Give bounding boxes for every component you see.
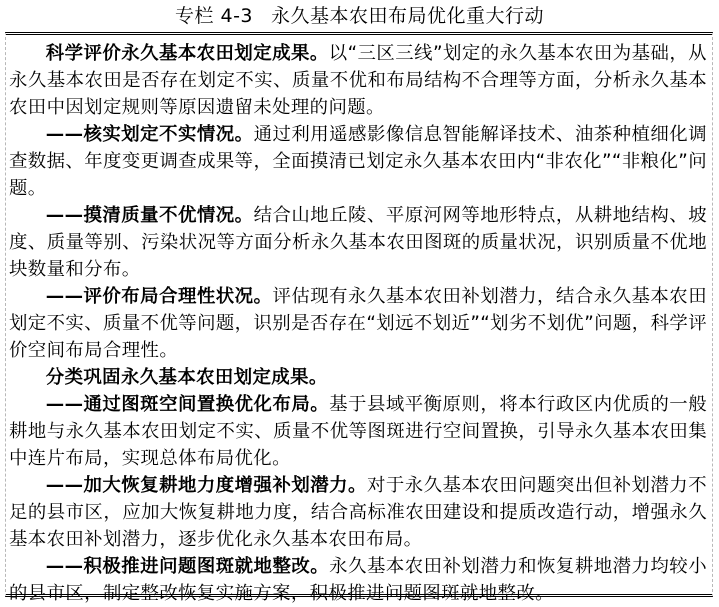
paragraph-body: 评估现有永久基本农田补划潜力，结合永久基本农田划定不实、质量不优等问题，识别是否存在“划远不划近”“划劣不划优”问题，科学评价空间布局合理性。 xyxy=(9,286,707,361)
paragraph-evaluate xyxy=(9,40,707,121)
paragraph-heading: 科学评价永久基本农田划定成果。 xyxy=(45,43,329,64)
paragraph-swap xyxy=(9,391,707,472)
paragraph-heading: ——积极推进问题图斑就地整改。 xyxy=(45,556,330,577)
paragraph-consolidate xyxy=(9,364,707,391)
paragraph-body: 结合山地丘陵、平原河网等地形特点，从耕地结构、坡度、质量等别、污染状况等方面分析永久基本农田图斑的质量状况，识别质量不优地块数量和分布。 xyxy=(9,205,707,280)
paragraph-restore xyxy=(9,472,707,553)
paragraph-heading: ——加大恢复耕地力度增强补划潜力。 xyxy=(45,475,367,496)
column-content xyxy=(9,40,707,607)
paragraph-body: 通过利用遥感影像信息智能解译技术、油茶种植细化调查数据、年度变更调查成果等，全面摸清已划定永久基本农田内“非农化”“非粮化”问题。 xyxy=(9,124,707,199)
paragraph-verify xyxy=(9,121,707,202)
paragraph-heading: ——摸清质量不优情况。 xyxy=(45,205,254,226)
column-heading: 永久基本农田布局优化重大行动 xyxy=(271,5,545,27)
column-number: 专栏 4-3 xyxy=(174,5,254,27)
paragraph-quality xyxy=(9,202,707,283)
paragraph-layout xyxy=(9,283,707,364)
paragraph-body: 永久基本农田补划潜力和恢复耕地潜力均较小的县市区，制定整改恢复实施方案，积极推进问题图斑就地整改。 xyxy=(9,556,707,604)
column-title xyxy=(0,4,719,28)
paragraph-body: 基于县域平衡原则，将本行政区内优质的一般耕地与永久基本农田划定不实、质量不优等图斑进行空间置换，引导永久基本农田集中连片布局，实现总体布局优化。 xyxy=(9,394,707,469)
column-box xyxy=(5,32,713,604)
paragraph-heading: 分类巩固永久基本农田划定成果。 xyxy=(45,367,328,388)
paragraph-body: 对于永久基本农田问题突出但补划潜力不足的县市区，应加大恢复耕地力度，结合高标准农田建设和提质改造行动，增强永久基本农田补划潜力，逐步优化永久基本农田布局。 xyxy=(9,475,707,550)
paragraph-heading: ——通过图斑空间置换优化布局。 xyxy=(45,394,330,415)
paragraph-body: 以“三区三线”划定的永久基本农田为基础，从永久基本农田是否存在划定不实、质量不优和布局结构不合理等方面，分析永久基本农田中因划定规则等原因遗留未处理的问题。 xyxy=(9,43,707,118)
paragraph-heading: ——核实划定不实情况。 xyxy=(45,124,254,145)
paragraph-rectify xyxy=(9,553,707,607)
paragraph-heading: ——评价布局合理性状况。 xyxy=(45,286,273,307)
